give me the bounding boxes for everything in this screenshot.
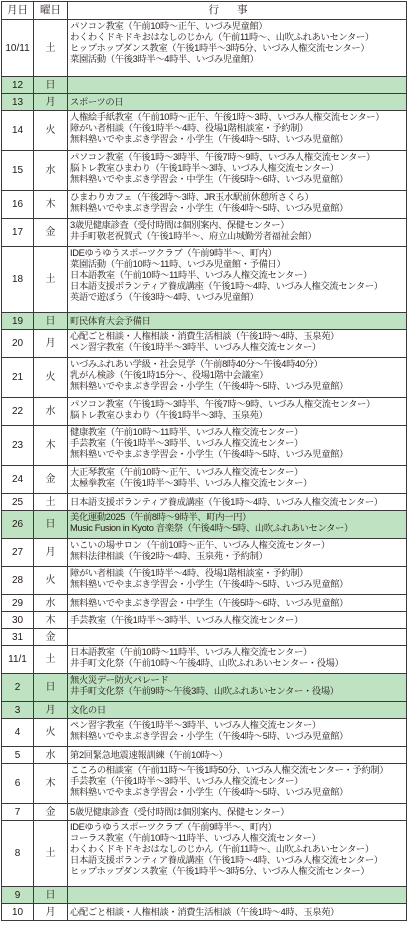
event-item: 脳トレ教室ひまわり（午後1時半〜3時、いづみ人権交流センター）: [70, 163, 339, 173]
event-item: 美化運動2025（午前8時〜9時半、町内一円）: [70, 512, 252, 522]
row-weekday: 月: [34, 94, 68, 111]
event-item: わくわくドキドキおはなしのじかん（午前11時〜、山吹ふれあいセンター）: [70, 32, 374, 42]
row-date: 10: [2, 904, 34, 921]
event-item: わくわくドキドキおはなしのじかん（午前11時〜、山吹ふれあいセンター）: [70, 844, 374, 854]
event-item: Music Fusion in Kyoto 音楽祭（午後4時〜5時、山吹ふれあいセンター）: [70, 523, 353, 533]
table-row: [2, 313, 407, 330]
table-row: [2, 358, 407, 398]
table-row: [2, 511, 407, 539]
event-item: 町民体育大会予備日: [70, 315, 151, 326]
row-events: [68, 20, 407, 77]
event-item: 手芸教室（午後1時半〜3時半、いづみ人権交流センター）: [70, 614, 303, 625]
table-row: [2, 111, 407, 151]
event-item: 無火災デー防火パレード: [70, 675, 169, 685]
table-row: [2, 20, 407, 77]
event-item: 手芸教室（午後1時半〜3時半、いづみ人権交流センター）: [70, 776, 303, 786]
row-weekday: 日: [34, 887, 68, 904]
event-item: 井手町文化祭（午前9時〜午後3時、山吹ふれあいセンター・役場）: [70, 686, 339, 696]
row-weekday: 木: [34, 426, 68, 466]
row-events: [68, 719, 407, 747]
event-table: [1, 1, 407, 921]
row-date: 8: [2, 821, 34, 887]
row-date: 10/11: [2, 20, 34, 77]
row-weekday: 水: [34, 747, 68, 764]
table-row: [2, 426, 407, 466]
row-weekday: 火: [34, 567, 68, 595]
event-item: IDEゆうゆうスポーツクラブ（午前9時半〜、町内）: [70, 248, 277, 258]
row-weekday: 水: [34, 595, 68, 612]
header-dow: 曜日: [34, 2, 68, 20]
row-date: 13: [2, 94, 34, 111]
row-date: 25: [2, 494, 34, 511]
row-events: [68, 646, 407, 674]
row-weekday: 月: [34, 539, 68, 567]
row-events: [68, 151, 407, 191]
header-row: [2, 2, 407, 20]
row-date: 16: [2, 191, 34, 219]
row-events: [68, 398, 407, 426]
table-row: [2, 466, 407, 494]
row-events: [68, 904, 407, 921]
event-item: 手芸教室（午後1時半〜3時半、いづみ人権交流センター）: [70, 438, 303, 448]
event-item: 障がい者相談（午後1時半〜4時、役場1階相談室・予約制）: [70, 123, 309, 133]
header-date: 月日: [2, 2, 34, 20]
event-item: 無料塾いでやまぶき学習会・小学生（午後4時〜5時、いづみ児童館）: [70, 449, 349, 459]
row-events: [68, 567, 407, 595]
event-item: 第2回緊急地震速報訓練（午前10時〜）: [70, 749, 228, 760]
table-row: [2, 804, 407, 821]
table-row: [2, 330, 407, 358]
event-item: 日本語支援ボランティア養成講座（午後1時〜4時、いづみ人権交流センター）: [70, 281, 383, 291]
row-weekday: 日: [34, 77, 68, 94]
event-item: ヒップホップダンス教室（午後1時半〜3時5分、いづみ人権交流センター）: [70, 866, 370, 876]
event-item: 無料塾いでやまぶき学習会・小学生（午後4時〜5時、いづみ児童館）: [70, 787, 349, 797]
row-events: [68, 612, 407, 629]
row-date: 6: [2, 764, 34, 804]
event-item: IDEゆうゆうスポーツクラブ（午前9時半〜、町内）: [70, 822, 277, 832]
row-weekday: 日: [34, 511, 68, 539]
row-events: [68, 191, 407, 219]
row-events: [68, 94, 407, 111]
event-item: 日本語教室（午前10時〜11時半、いづみ人権交流センター）: [70, 270, 312, 280]
row-events: [68, 511, 407, 539]
row-weekday: 火: [34, 719, 68, 747]
row-weekday: 土: [34, 247, 68, 313]
event-item: 無料塾いでやまぶき学習会・小学生（午後4時〜5時、いづみ児童館）: [70, 579, 349, 589]
event-item: 井手町文化祭（午前10時〜午後4時、山吹ふれあいセンター・役場）: [70, 658, 344, 668]
row-events: [68, 804, 407, 821]
row-weekday: 金: [34, 219, 68, 247]
row-events: [68, 330, 407, 358]
event-item: ペン習字教室（午後1時半〜3時半、いづみ人権交流センター）: [70, 342, 321, 352]
row-date: 20: [2, 330, 34, 358]
row-weekday: 金: [34, 466, 68, 494]
row-date: 27: [2, 539, 34, 567]
table-row: [2, 764, 407, 804]
row-weekday: 土: [34, 20, 68, 77]
event-item: 無料塾いでやまぶき学習会・中学生（午後5時〜6時、いづみ児童館）: [70, 597, 349, 608]
row-events: [68, 747, 407, 764]
event-item: スポーツの日: [70, 96, 124, 107]
table-row: [2, 494, 407, 511]
row-events: [68, 764, 407, 804]
row-events: [68, 595, 407, 612]
row-weekday: 月: [34, 702, 68, 719]
row-events: [68, 821, 407, 887]
event-item: ペン習字教室（午後1時半〜3時半、いづみ人権交流センター）: [70, 720, 321, 730]
row-weekday: 土: [34, 646, 68, 674]
row-events: [68, 111, 407, 151]
row-events: [68, 247, 407, 313]
event-item: パソコン教室（午後1時〜3時半、午後7時〜9時、いづみ人権交流センター）: [70, 399, 376, 409]
event-item: 日本語支援ボランティア養成講座（午後1時〜4時、いづみ人権交流センター）: [70, 496, 383, 507]
event-item: 5歳児健康診査（受付時間は個別案内、保健センター）: [70, 806, 290, 817]
row-events: [68, 313, 407, 330]
row-events: [68, 77, 407, 94]
table-row: [2, 719, 407, 747]
table-row: [2, 904, 407, 921]
table-row: [2, 94, 407, 111]
row-date: 17: [2, 219, 34, 247]
row-date: 28: [2, 567, 34, 595]
event-item: 菜園活動（午前10時〜11時、いづみ児童館・予備日）: [70, 259, 286, 269]
event-item: 英語で遊ぼう（午後3時〜4時、いづみ児童館）: [70, 292, 259, 302]
table-row: [2, 247, 407, 313]
table-row: [2, 674, 407, 702]
table-row: [2, 887, 407, 904]
event-item: 無料塾いでやまぶき学習会・小学生（午後4時〜5時、いづみ児童館）: [70, 203, 349, 213]
event-item: 健康教室（午前10時〜11時半、いづみ人権交流センター）: [70, 427, 303, 437]
row-date: 5: [2, 747, 34, 764]
event-item: いこいの場サロン（午前10時〜正午、いづみ人権交流センター）: [70, 540, 330, 550]
row-weekday: 火: [34, 358, 68, 398]
event-item: 無料塾いでやまぶき学習会・小学生（午後4時〜5時、いづみ児童館）: [70, 134, 349, 144]
table-row: [2, 151, 407, 191]
row-weekday: 日: [34, 674, 68, 702]
event-item: 脳トレ教室ひまわり（午後1時半〜3時、玉泉苑）: [70, 410, 268, 420]
row-date: 7: [2, 804, 34, 821]
row-date: 18: [2, 247, 34, 313]
row-date: 26: [2, 511, 34, 539]
event-item: 無料法律相談（午後2時〜4時、玉泉苑・予約制）: [70, 551, 268, 561]
event-item: 乳がん検診（午後1時15分〜、役場1階中会議室）: [70, 370, 269, 380]
table-body: [2, 20, 407, 921]
row-date: 4: [2, 719, 34, 747]
event-item: 太極拳教室（午後1時半〜3時半、いづみ人権交流センター）: [70, 478, 312, 488]
event-item: 無料塾いでやまぶき学習会・小学生（午後4時〜5時、いづみ児童館）: [70, 381, 349, 391]
row-weekday: 金: [34, 629, 68, 646]
row-events: [68, 539, 407, 567]
table-row: [2, 219, 407, 247]
row-events: [68, 629, 407, 646]
row-weekday: 木: [34, 191, 68, 219]
table-row: [2, 191, 407, 219]
event-item: 菜園活動（午後3時半〜4時半、いづみ児童館）: [70, 54, 259, 64]
table-row: [2, 539, 407, 567]
row-weekday: 水: [34, 398, 68, 426]
row-events: [68, 219, 407, 247]
row-date: 30: [2, 612, 34, 629]
event-item: 大正琴教室（午前10時〜正午、いづみ人権交流センター）: [70, 467, 303, 477]
row-date: 3: [2, 702, 34, 719]
table-row: [2, 646, 407, 674]
row-date: 22: [2, 398, 34, 426]
row-date: 2: [2, 674, 34, 702]
table-row: [2, 821, 407, 887]
row-events: [68, 426, 407, 466]
row-weekday: 水: [34, 151, 68, 191]
row-date: 12: [2, 77, 34, 94]
event-item: ヒップホップダンス教室（午後1時半〜3時5分、いづみ人権交流センター）: [70, 43, 370, 53]
table-row: [2, 629, 407, 646]
row-date: 29: [2, 595, 34, 612]
event-item: 3歳児健康診査（受付時間は個別案内、保健センター）: [70, 220, 290, 230]
row-date: 21: [2, 358, 34, 398]
event-item: 心配ごと相談・人権相談・消費生活相談（午後1時〜4時、玉泉苑）: [70, 331, 340, 341]
event-item: 日本語教室（午前10時〜11時半、いづみ人権交流センター）: [70, 647, 312, 657]
event-item: 日本語支援ボランティア養成講座（午後1時〜4時、いづみ人権交流センター）: [70, 855, 383, 865]
row-weekday: 土: [34, 494, 68, 511]
row-events: [68, 466, 407, 494]
row-weekday: 日: [34, 313, 68, 330]
row-weekday: 木: [34, 764, 68, 804]
row-date: 23: [2, 426, 34, 466]
event-calendar: [1, 1, 406, 921]
event-item: 井手町敬老祝賀式（午後1時半〜、府立山城勤労者福祉会館）: [70, 231, 317, 241]
row-date: 14: [2, 111, 34, 151]
row-date: 15: [2, 151, 34, 191]
event-item: 文化の日: [70, 704, 106, 715]
event-item: いづみふれあい学級・社会見学（午前8時40分〜午後4時40分）: [70, 359, 323, 369]
row-weekday: 火: [34, 111, 68, 151]
event-item: 無料塾いでやまぶき学習会・中学生（午後5時〜6時、いづみ児童館）: [70, 174, 349, 184]
event-item: 心配ごと相談・人権相談・消費生活相談（午後1時〜4時、玉泉苑）: [70, 906, 340, 917]
row-weekday: 月: [34, 904, 68, 921]
row-date: 31: [2, 629, 34, 646]
event-item: パソコン教室（午前10時〜正午、いづみ児童館）: [70, 21, 268, 31]
row-weekday: 土: [34, 821, 68, 887]
row-events: [68, 674, 407, 702]
row-weekday: 月: [34, 330, 68, 358]
row-events: [68, 887, 407, 904]
row-events: [68, 702, 407, 719]
row-date: 9: [2, 887, 34, 904]
event-item: ひまわりカフェ（午後2時〜3時、JR玉水駅前休憩所さくら）: [70, 192, 314, 202]
event-item: コーラス教室（午前10時〜11時半、いづみ人権交流センター）: [70, 833, 321, 843]
row-weekday: 金: [34, 804, 68, 821]
table-row: [2, 398, 407, 426]
row-events: [68, 358, 407, 398]
event-item: 無料塾いでやまぶき学習会・小学生（午後4時〜5時、いづみ児童館）: [70, 731, 349, 741]
row-weekday: 木: [34, 612, 68, 629]
event-item: 人権絵手紙教室（午前10時〜正午、午後1時〜3時、いづみ人権交流センター）: [70, 112, 385, 122]
event-item: 障がい者相談（午後1時半〜4時、役場1階相談室・予約制）: [70, 568, 309, 578]
table-row: [2, 595, 407, 612]
table-row: [2, 612, 407, 629]
event-item: パソコン教室（午後1時〜3時半、午後7時〜9時、いづみ人権交流センター）: [70, 152, 376, 162]
table-row: [2, 567, 407, 595]
table-row: [2, 77, 407, 94]
table-row: [2, 747, 407, 764]
table-row: [2, 702, 407, 719]
event-item: こころの相談室（午前11時〜午後1時50分、いづみ人権交流センター・予約制）: [70, 765, 389, 775]
row-date: 24: [2, 466, 34, 494]
row-date: 19: [2, 313, 34, 330]
row-events: [68, 494, 407, 511]
header-events: 行事: [68, 2, 407, 20]
row-date: 11/1: [2, 646, 34, 674]
